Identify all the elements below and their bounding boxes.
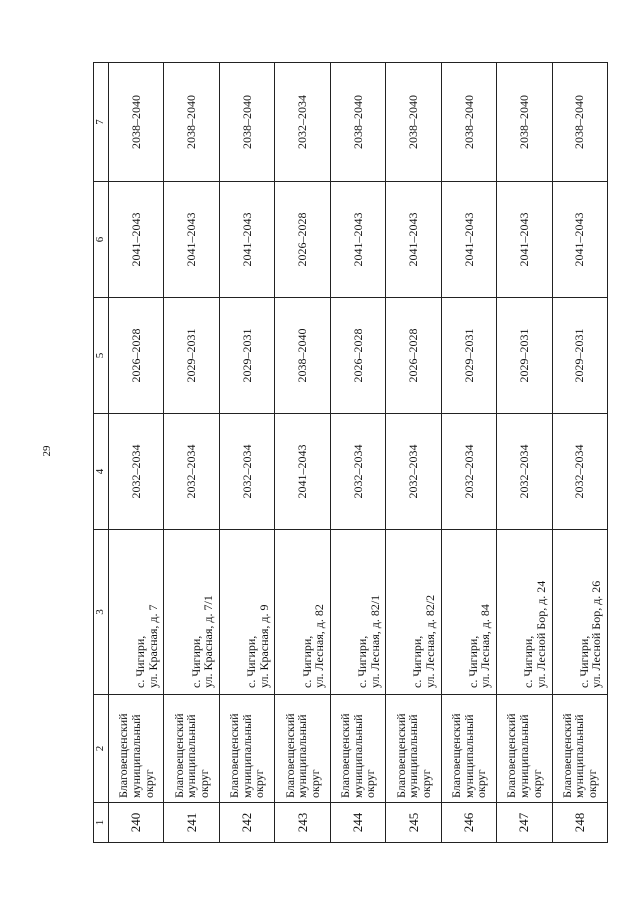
district-cell-text: Благовещенский	[227, 713, 242, 798]
period-cell-text: 2041–2043	[350, 212, 365, 267]
period-cell	[164, 63, 219, 182]
address-cell-text: с. Чигири,	[133, 635, 148, 688]
address-cell-text: с. Чигири,	[244, 635, 259, 688]
district-cell-text: муниципальный	[239, 714, 254, 798]
address-cell	[386, 530, 441, 695]
period-cell	[497, 298, 552, 414]
period-cell-text: 2029–2031	[516, 328, 531, 383]
district-cell-text: округ	[529, 769, 544, 798]
address-cell	[330, 530, 385, 695]
period-cell	[275, 63, 330, 182]
column-header: 4	[94, 414, 109, 530]
period-cell	[330, 414, 385, 530]
address-cell	[109, 530, 164, 695]
period-cell-text: 2032–2034	[406, 444, 421, 499]
period-cell-text: 2038–2040	[128, 95, 143, 149]
column-header: 7	[94, 63, 109, 182]
period-cell-text: 2038–2040	[572, 95, 587, 149]
period-cell-text: 2038–2040	[184, 95, 199, 149]
address-cell-text: ул. Лесная, д. 84	[478, 604, 493, 688]
period-cell-text: 2038–2040	[350, 95, 365, 149]
table-row	[109, 63, 164, 843]
column-header: 3	[94, 530, 109, 695]
address-cell	[275, 530, 330, 695]
district-cell-text: округ	[307, 769, 322, 798]
period-cell	[552, 182, 608, 298]
district-cell-text: Благовещенский	[559, 713, 574, 798]
district-cell-text: муниципальный	[516, 714, 531, 798]
district-cell-text: округ	[196, 769, 211, 798]
address-cell-text: с. Чигири,	[188, 635, 203, 688]
district-cell	[497, 695, 552, 803]
district-cell-text: муниципальный	[406, 714, 421, 798]
period-cell-text: 2029–2031	[461, 328, 476, 383]
row-number-cell	[552, 803, 608, 843]
header-row	[94, 63, 109, 843]
row-number-cell-text: 244	[350, 812, 366, 833]
district-cell-text: Благовещенский	[116, 713, 131, 798]
district-cell-text: округ	[585, 769, 600, 798]
row-number-cell	[219, 803, 274, 843]
district-cell	[219, 695, 274, 803]
period-cell	[275, 414, 330, 530]
district-cell-text: Благовещенский	[338, 713, 353, 798]
row-number-cell	[275, 803, 330, 843]
period-cell-text: 2029–2031	[184, 328, 199, 383]
period-cell	[330, 298, 385, 414]
address-cell	[497, 530, 552, 695]
district-cell	[386, 695, 441, 803]
row-number-cell-text: 243	[294, 812, 310, 833]
page-number: 29	[41, 445, 53, 457]
period-cell	[219, 63, 274, 182]
period-cell	[164, 298, 219, 414]
address-cell	[552, 530, 608, 695]
column-header: 1	[94, 803, 109, 843]
address-cell-text: ул. Лесной Бор, д. 26	[589, 580, 604, 688]
row-number-cell	[164, 803, 219, 843]
row-number-cell	[109, 803, 164, 843]
address-cell-text: ул. Лесной Бор, д. 24	[533, 580, 548, 688]
period-cell-text: 2032–2034	[516, 444, 531, 499]
address-cell-text: с. Чигири,	[299, 635, 314, 688]
district-cell-text: муниципальный	[128, 714, 143, 798]
table-row	[497, 63, 552, 843]
period-cell-text: 2029–2031	[239, 328, 254, 383]
period-cell	[386, 182, 441, 298]
row-number-cell-text: 246	[461, 812, 477, 833]
period-cell	[552, 63, 608, 182]
table-row	[219, 63, 274, 843]
period-cell-text: 2041–2043	[572, 212, 587, 267]
period-cell	[497, 414, 552, 530]
address-cell	[219, 530, 274, 695]
district-cell-text: муниципальный	[295, 714, 310, 798]
district-cell-text: округ	[363, 769, 378, 798]
period-cell-text: 2032–2034	[295, 95, 310, 149]
period-cell-text: 2038–2040	[516, 95, 531, 149]
district-cell	[552, 695, 608, 803]
period-cell-text: 2038–2040	[239, 95, 254, 149]
period-cell	[441, 414, 496, 530]
district-cell-text: Благовещенский	[504, 713, 519, 798]
table-row	[386, 63, 441, 843]
district-cell	[109, 695, 164, 803]
period-cell	[219, 298, 274, 414]
district-cell-text: Благовещенский	[282, 713, 297, 798]
address-cell-text: ул. Красная, д. 9	[256, 604, 271, 688]
period-cell	[552, 298, 608, 414]
period-cell-text: 2041–2043	[516, 212, 531, 267]
address-cell-text: ул. Лесная, д. 82/2	[423, 594, 438, 688]
row-number-cell	[330, 803, 385, 843]
period-cell	[109, 63, 164, 182]
address-cell-text: с. Чигири,	[355, 635, 369, 688]
address-cell	[164, 530, 219, 695]
district-cell-text: округ	[418, 769, 433, 798]
period-cell-text: 2026–2028	[350, 328, 365, 383]
period-cell	[497, 182, 552, 298]
table-row	[164, 63, 219, 843]
period-cell	[219, 414, 274, 530]
period-cell	[164, 414, 219, 530]
period-cell	[386, 414, 441, 530]
address-cell-text: с. Чигири,	[521, 635, 536, 688]
period-cell	[109, 298, 164, 414]
address-cell-text: с. Чигири,	[465, 635, 480, 688]
table-row	[441, 63, 496, 843]
period-cell-text: 2041–2043	[295, 444, 310, 499]
district-cell-text: муниципальный	[350, 714, 365, 798]
table-row	[552, 63, 608, 843]
district-cell	[330, 695, 385, 803]
period-cell	[441, 63, 496, 182]
district-cell-text: муниципальный	[184, 714, 199, 798]
address-cell-text: с. Чигири,	[410, 635, 425, 688]
row-number-cell	[441, 803, 496, 843]
column-header: 2	[94, 695, 109, 803]
period-cell	[497, 63, 552, 182]
row-number-cell-text: 245	[405, 812, 421, 833]
period-cell-text: 2041–2043	[184, 212, 199, 267]
district-cell	[441, 695, 496, 803]
period-cell-text: 2032–2034	[350, 444, 365, 499]
district-cell	[275, 695, 330, 803]
period-cell-text: 2041–2043	[406, 212, 421, 267]
period-cell	[441, 298, 496, 414]
period-cell-text: 2032–2034	[572, 444, 587, 499]
period-cell-text: 2041–2043	[239, 212, 254, 267]
period-cell	[275, 182, 330, 298]
address-cell-text: ул. Лесная, д. 82	[312, 604, 327, 688]
period-cell	[552, 414, 608, 530]
address-cell-text: ул. Лесная, д. 82/1	[367, 594, 382, 688]
period-cell	[386, 63, 441, 182]
district-cell	[164, 695, 219, 803]
period-cell	[219, 182, 274, 298]
period-cell	[164, 182, 219, 298]
address-cell-text: с. Чигири,	[576, 635, 591, 688]
address-cell	[441, 530, 496, 695]
row-number-cell-text: 247	[516, 812, 532, 833]
district-cell-text: муниципальный	[461, 714, 476, 798]
period-cell-text: 2029–2031	[572, 328, 587, 383]
period-cell	[109, 414, 164, 530]
row-number-cell-text: 242	[239, 812, 255, 833]
period-cell	[386, 298, 441, 414]
period-cell-text: 2032–2034	[239, 444, 254, 499]
period-cell	[330, 182, 385, 298]
district-cell-text: Благовещенский	[171, 713, 186, 798]
row-number-cell	[386, 803, 441, 843]
period-cell-text: 2041–2043	[461, 212, 476, 267]
row-number-cell	[497, 803, 552, 843]
period-cell-text: 2041–2043	[128, 212, 143, 267]
district-cell-text: округ	[474, 769, 489, 798]
address-cell-text: ул. Красная, д. 7	[145, 604, 160, 688]
period-cell-text: 2032–2034	[128, 444, 143, 499]
district-cell-text: Благовещенский	[393, 713, 408, 798]
address-cell-text: ул. Красная, д. 7/1	[201, 595, 216, 688]
period-cell	[330, 63, 385, 182]
row-number-cell-text: 248	[571, 812, 587, 833]
district-cell-text: округ	[252, 769, 267, 798]
column-header: 6	[94, 182, 109, 298]
period-cell-text: 2038–2040	[406, 95, 421, 149]
period-cell-text: 2026–2028	[295, 212, 310, 267]
period-cell	[275, 298, 330, 414]
column-header: 5	[94, 298, 109, 414]
district-cell-text: округ	[141, 769, 156, 798]
period-cell-text: 2026–2028	[128, 328, 143, 383]
period-cell	[109, 182, 164, 298]
district-cell-text: Благовещенский	[448, 713, 463, 798]
period-cell-text: 2032–2034	[184, 444, 199, 499]
period-cell-text: 2038–2040	[461, 95, 476, 149]
period-cell	[441, 182, 496, 298]
table-row	[275, 63, 330, 843]
period-cell-text: 2032–2034	[461, 444, 476, 499]
row-number-cell-text: 240	[128, 812, 144, 833]
row-number-cell-text: 241	[183, 812, 199, 833]
schedule-table	[93, 62, 608, 843]
period-cell-text: 2026–2028	[406, 328, 421, 383]
rotated-table-wrapper	[93, 63, 608, 843]
period-cell-text: 2038–2040	[295, 328, 310, 383]
district-cell-text: муниципальный	[572, 714, 587, 798]
table-row	[330, 63, 385, 843]
